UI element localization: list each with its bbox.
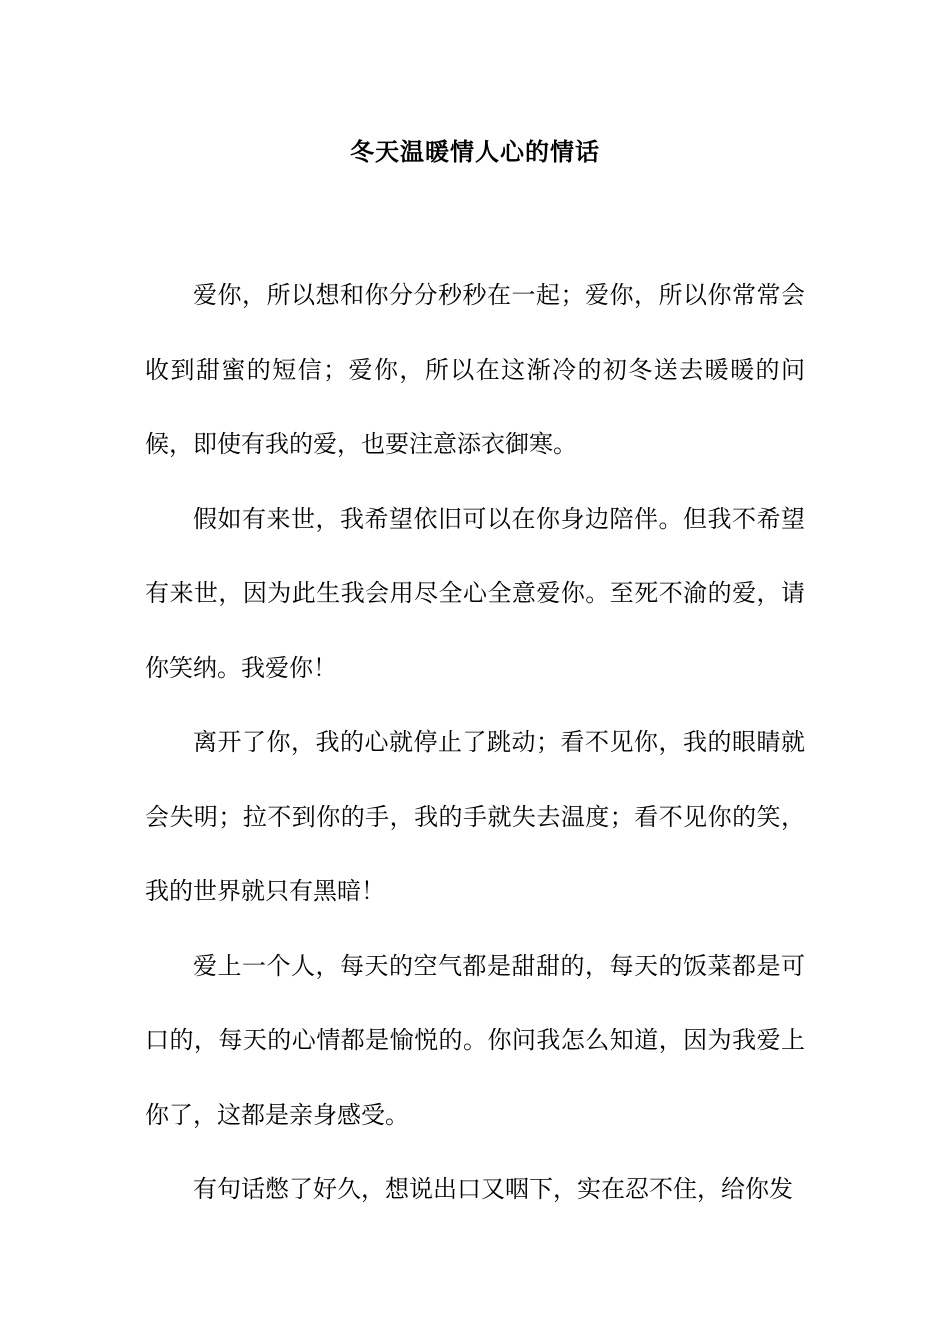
- paragraph-4: 爱上一个人，每天的空气都是甜甜的，每天的饭菜都是可口的，每天的心情都是愉悦的。你问我怎么知道，因为我爱上你了，这都是亲身感受。: [145, 951, 805, 1129]
- document-title: 冬天温暖情人心的情话: [350, 137, 600, 166]
- paragraph-5: 有句话憋了好久，想说出口又咽下，实在忍不住，给你发: [193, 1175, 793, 1203]
- paragraph-1: 爱你，所以想和你分分秒秒在一起；爱你，所以你常常会收到甜蜜的短信；爱你，所以在这渐冷的初冬送去暖暖的问候，即使有我的爱，也要注意添衣御寒。: [145, 281, 805, 458]
- document-body: [145, 258, 805, 1227]
- paragraph-2: 假如有来世，我希望依旧可以在你身边陪伴。但我不希望有来世，因为此生我会用尽全心全意爱你。至死不渝的爱，请你笑纳。我爱你！: [145, 504, 805, 682]
- paragraph-3: 离开了你，我的心就停止了跳动；看不见你，我的眼睛就会失明；拉不到你的手，我的手就失去温度；看不见你的笑，我的世界就只有黑暗！: [145, 728, 805, 905]
